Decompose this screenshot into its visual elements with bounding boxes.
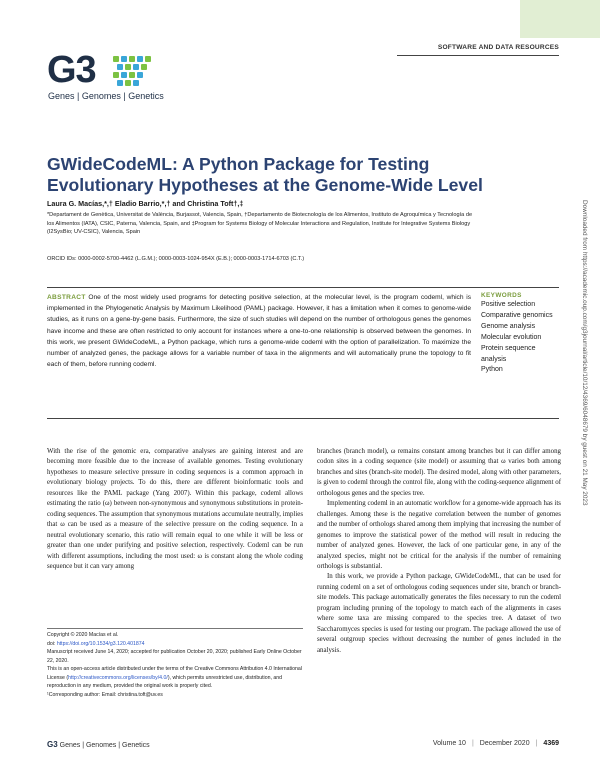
affiliations: *Departament de Genètica, Universitat de València, Burjassot, Valencia, Spain, †Departamento de Biotecnología de los Alimentos, Instituto de Agroquímica y Tecnología de los Alimentos (IATA), CSIC, Paterna, Valencia, Spain, and ‡Program for Systems Biology of Molecular Interactions and Regulation, Institute for Integrative Systems Biology (I2SysBio; UV-CSIC), Valencia, Spain <box>47 212 473 236</box>
keywords-panel <box>481 292 561 376</box>
license-text-b: ), which permits unrestricted use, distribution, and reproduction in any medium, provided the original work is properly cited. <box>47 674 283 689</box>
body-column-left <box>47 447 303 572</box>
footer-logo-text: G3 <box>47 740 58 749</box>
body-paragraph: With the rise of the genomic era, comparative analyses are gaining interest and are becoming more feasible due to the increase of available genomes. Testing evolutionary hypotheses to measure selective pressure in coding sequences is a common approach in evolutionary biology projects. To do this, there are different bioinformatic tools and resources like the PAML package (Yang 2007). Within this package, codeml allows estimating the ratio (ω) between non-synonymous and synonymous substitutions in protein-coding sequences. The assumption that synonymous mutations accumulate neutrally, implies that ω can be used as a measure of the selective pressure on the coding sequence. In a neutral evolutionary scenario, this ratio will remain equal to one while it will be less or greater than one under purifying and positive selection, respectively. Codeml can be run with different assumptions, including the most used: ω is constant along the whole coding sequence but it can vary among <box>47 448 303 570</box>
logo-dots-icon <box>113 56 159 86</box>
abstract-bottom-rule <box>47 418 559 419</box>
keyword-item: Protein sequence analysis <box>481 344 536 363</box>
keyword-item: Comparative genomics <box>481 311 553 319</box>
keyword-item: Molecular evolution <box>481 333 542 341</box>
license-link[interactable]: http://creativecommons.org/licenses/by/4.0/ <box>68 674 168 681</box>
copyright-line: Copyright © 2020 Macías et al. <box>47 632 119 638</box>
abstract <box>47 292 471 370</box>
article-title: GWideCodeML: A Python Package for Testing Evolutionary Hypotheses at the Genome-Wide Level <box>47 154 483 195</box>
orcid-ids: ORCID IDs: 0000-0002-5700-4462 (L.G.M.); 0000-0003-1024-954X (E.B.); 0000-0003-1714-6703 (C.T.) <box>47 256 305 262</box>
logo-subtitle: Genes | Genomes | Genetics <box>48 91 164 101</box>
keyword-item: Positive selection <box>481 301 536 308</box>
abstract-text: One of the most widely used programs for detecting positive selection, at the molecular level, is the program codeml, which is implemented in the Phylogenetic Analysis by Maximum Likelihood (PAML) package. However, it has a limitation when it comes to genome-wide studies, as it runs on a gene-by-gene basis. Furthermore, the size of such studies will depend on the number of orthologous genes the genomes have income and these are often restricted to only account for instances where a one-to-one relationship is observed between the genomes. In this work, we present GWideCodeML, a Python package, which runs a genome-wide codeml with the option of parallelization. To maximize the number of analyzed genes, the package allows for a variable number of taxa in the alignments and will automatically prune the topology to fit each of them, before running codeml. <box>47 294 471 369</box>
body-paragraph: In this work, we provide a Python package, GWideCodeML, that can be used for running codeml on a set of orthologous coding sequences under site, branch or branch-site models. This package automatically generates the files necessary to run the codeml program including pruning of the topology to match each of the alignments in cases where some taxa are missing compared to the species tree. A dataset of two Saccharomyces species is used for testing our program. The package allowed the use of several outgroup species without decreasing the number of genes included in the analysis. <box>317 573 561 654</box>
footer-issue-info: Volume 10 | December 2020 | 4369 <box>432 740 559 747</box>
footnote-rule <box>47 628 303 629</box>
keyword-item: Genome analysis <box>481 322 536 330</box>
corresponding-author: ¹Corresponding author: Email: christina.toft@uv.es <box>47 691 163 698</box>
keyword-item: Python <box>481 366 503 374</box>
keywords-heading: KEYWORDS <box>481 292 522 299</box>
footer-journal-name: Genes | Genomes | Genetics <box>59 742 150 749</box>
section-label: SOFTWARE AND DATA RESOURCES <box>437 44 559 51</box>
abstract-heading: ABSTRACT <box>47 294 86 301</box>
footer-journal <box>47 740 150 749</box>
abstract-top-rule <box>47 287 559 288</box>
body-column-right <box>317 447 561 656</box>
download-watermark-text: Downloaded from https://academic.oup.com/g3journal/article/10/12/4369/6048679 by guest on 21 May 2023 <box>581 200 588 506</box>
footer-volume: Volume 10 <box>432 740 466 747</box>
doi-link[interactable]: https://doi.org/10.1534/g3.120.401874 <box>56 640 145 647</box>
corner-color-block <box>520 0 600 38</box>
download-watermark <box>577 200 591 580</box>
footer-date: December 2020 <box>479 740 530 747</box>
author-list: Laura G. Macías,*,† Eladio Barrio,*,† and Christina Toft†,‡ <box>47 199 244 208</box>
doi-line <box>47 640 303 649</box>
license-text-a: This is an open-access article distributed under the terms of the Creative Commons Attribution 4.0 International License ( <box>47 666 302 681</box>
body-paragraph: branches (branch model), ω remains constant among branches but it can differ among codon sites in a coding sequence (site model) or assuming that ω varies both among branches and sites (branch-site model). The desired model, along with other parameters, is given to codeml through the control file, along with the coding-sequence alignment of orthologous genes and the species tree. <box>317 448 561 497</box>
header-rule <box>397 55 559 56</box>
page-number: 4369 <box>543 740 559 747</box>
license-statement <box>47 665 303 691</box>
doi-label: doi: <box>47 640 57 647</box>
footnotes <box>47 631 303 699</box>
body-paragraph: Implementing codeml in an automatic workflow for a genome-wide approach has its challenges. Among these is the negative correlation between the number of genomes and the number of orthologs shared among them implying that increasing the number of genomes to improve the statistical power of the method will result in reducing the number of analyzed genes. However, the lack of one particular gene, in any of the analyzed species, might not be critical for the analysis if the number of remaining orthologs is substantial. <box>317 500 561 570</box>
manuscript-dates: Manuscript received June 14, 2020; accepted for publication October 20, 2020; published Early Online October 22, 2020. <box>47 649 302 664</box>
journal-logo <box>47 50 177 102</box>
logo-g3-text: G3 <box>47 49 96 91</box>
